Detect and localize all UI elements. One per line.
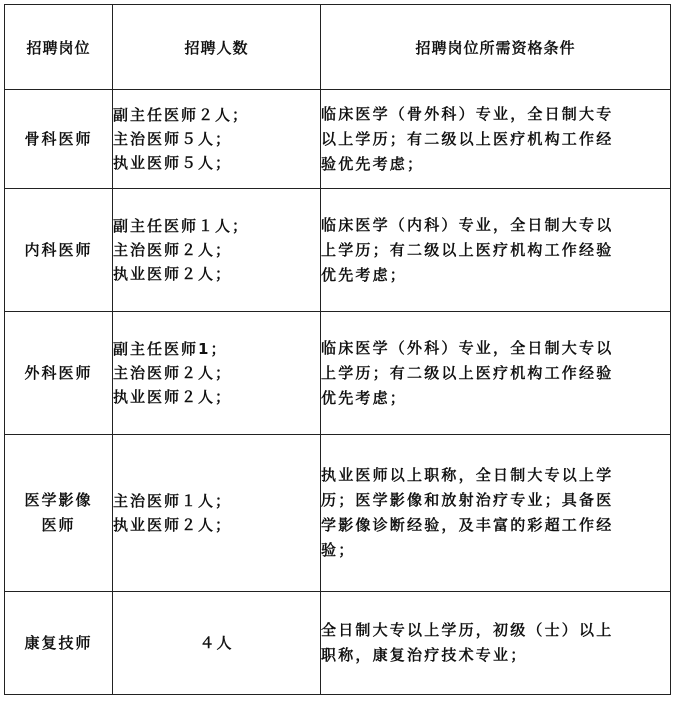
position-text: 医学影像 [24,491,93,509]
count-cell [113,435,321,592]
position-text: 外科医师 [24,363,93,382]
header-count: 招聘人数 [113,5,321,90]
requirement-line: 全日制大专以上学历，初级（士）以上 [321,621,614,639]
requirement-line: 临床医学（骨外科）专业，全日制大专 [321,104,614,123]
position-text: 医师 [41,516,76,534]
position-cell [5,90,113,189]
position-cell [5,592,113,695]
requirements-cell [321,189,671,312]
count-cell [113,312,321,435]
count-line: 副主任医师１人； [113,217,250,235]
requirement-line: 学影像诊断经验，及丰富的彩超工作经 [321,516,614,534]
requirement-line: 职称，康复治疗技术专业； [321,646,528,664]
count-line: 主治医师１人； [113,492,233,510]
table-row [5,90,671,189]
header-row [5,5,671,90]
requirements-cell [321,312,671,435]
header-position: 招聘岗位 [5,5,113,90]
requirement-line: 历；医学影像和放射治疗专业；具备医 [321,491,614,509]
recruitment-table [4,4,671,695]
requirement-line: 上学历；有二级以上医疗机构工作经验 [321,363,614,382]
requirements-cell [321,435,671,592]
count-line: 执业医师５人； [113,154,233,172]
count-cell [113,90,321,189]
requirement-line: 临床医学（外科）专业，全日制大专以 [321,338,614,357]
table-row [5,312,671,435]
position-cell [5,435,113,592]
count-cell [113,592,321,695]
count-line: 执业医师２人； [113,388,233,406]
requirement-line: 执业医师以上职称，全日制大专以上学 [321,466,614,484]
count-cell [113,189,321,312]
requirement-line: 验； [321,541,356,559]
count-line: 副主任医师1； [113,340,228,358]
count-line: 执业医师２人； [113,265,233,283]
count-line: 执业医师２人； [113,516,233,534]
table-row [5,435,671,592]
requirement-line: 验优先考虑； [321,154,425,173]
position-text: 内科医师 [24,240,93,259]
position-cell [5,189,113,312]
count-line: 副主任医师２人； [113,106,250,124]
requirements-cell [321,592,671,695]
requirement-line: 上学历；有二级以上医疗机构工作经验 [321,240,614,259]
requirements-cell [321,90,671,189]
count-line: 主治医师２人； [113,241,233,259]
position-text: 骨科医师 [24,129,93,148]
count-line: 主治医师２人； [113,364,233,382]
table-row [5,592,671,695]
requirement-line: 以上学历；有二级以上医疗机构工作经 [321,129,614,148]
count-line: ４人 [199,634,234,652]
table-row [5,189,671,312]
requirement-line: 优先考虑； [321,388,408,407]
position-cell [5,312,113,435]
requirement-line: 优先考虑； [321,265,408,284]
position-text: 康复技师 [24,633,93,652]
header-requirements: 招聘岗位所需资格条件 [321,5,671,90]
requirement-line: 临床医学（内科）专业，全日制大专以 [321,215,614,234]
count-line: 主治医师５人； [113,130,233,148]
